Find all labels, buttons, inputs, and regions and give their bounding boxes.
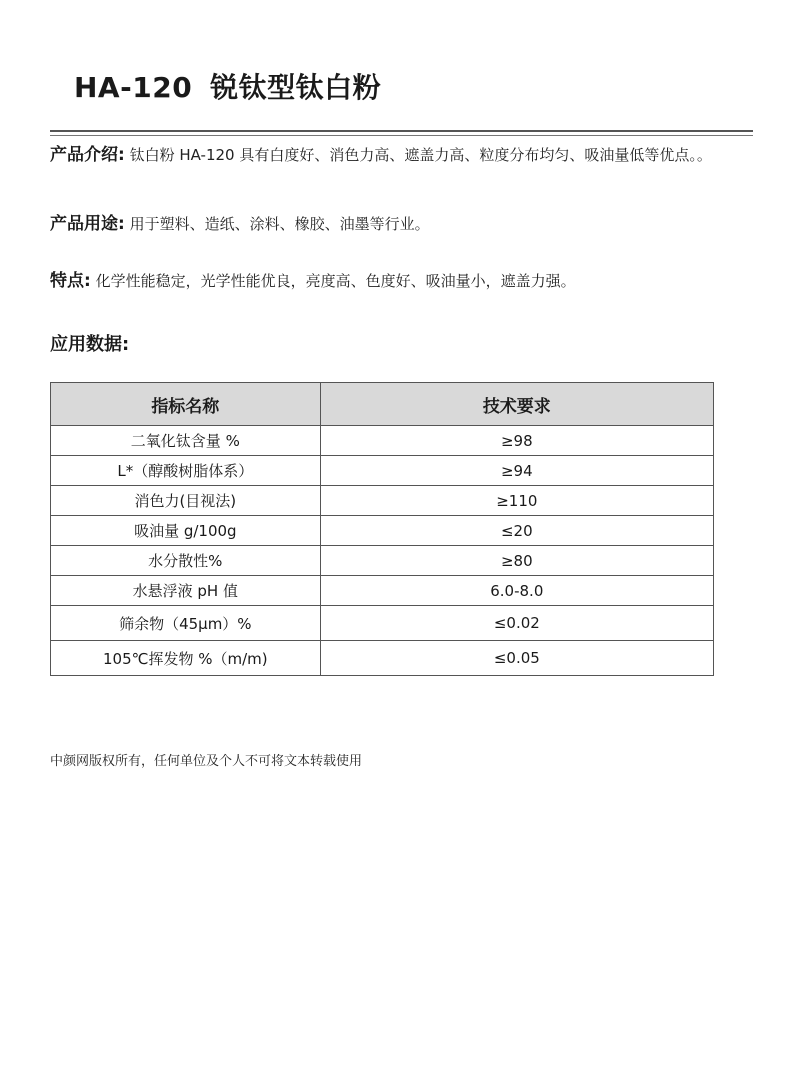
indicator-cell: 筛余物（45μm）% bbox=[51, 606, 321, 641]
table-row bbox=[51, 546, 714, 576]
column-header-requirement: 技术要求 bbox=[320, 383, 713, 426]
indicator-cell: 消色力(目视法) bbox=[51, 486, 321, 516]
product-usage-label: 产品用途: bbox=[50, 214, 125, 234]
product-usage-text: 用于塑料、造纸、涂料、橡胶、油墨等行业。 bbox=[124, 215, 430, 233]
product-features bbox=[50, 268, 750, 295]
table-header-row bbox=[51, 383, 714, 426]
spec-table bbox=[50, 382, 714, 676]
table-row bbox=[51, 576, 714, 606]
table-row bbox=[51, 456, 714, 486]
product-code: HA-120 bbox=[74, 71, 193, 104]
indicator-cell: 吸油量 g/100g bbox=[51, 516, 321, 546]
product-usage bbox=[50, 211, 750, 238]
application-data-title: 应用数据: bbox=[50, 334, 130, 355]
product-features-label: 特点: bbox=[50, 271, 91, 291]
table-row bbox=[51, 606, 714, 641]
product-name: 锐钛型钛白粉 bbox=[210, 71, 382, 104]
table-row bbox=[51, 516, 714, 546]
copyright-notice: 中颜网版权所有，任何单位及个人不可将文本转载使用 bbox=[50, 754, 363, 769]
requirement-cell: ≥98 bbox=[320, 426, 713, 456]
indicator-cell: 水分散性% bbox=[51, 546, 321, 576]
indicator-cell: 105℃挥发物 %（m/m) bbox=[51, 641, 321, 676]
indicator-cell: 二氧化钛含量 % bbox=[51, 426, 321, 456]
header-divider bbox=[50, 130, 753, 132]
requirement-cell: 6.0-8.0 bbox=[320, 576, 713, 606]
product-intro bbox=[50, 142, 750, 169]
requirement-cell: ≥110 bbox=[320, 486, 713, 516]
requirement-cell: ≤20 bbox=[320, 516, 713, 546]
column-header-indicator: 指标名称 bbox=[51, 383, 321, 426]
page-title bbox=[74, 66, 381, 106]
indicator-cell: 水悬浮液 pH 值 bbox=[51, 576, 321, 606]
table-row bbox=[51, 426, 714, 456]
product-intro-label: 产品介绍: bbox=[50, 145, 125, 165]
indicator-cell: L*（醇酸树脂体系） bbox=[51, 456, 321, 486]
product-features-text: 化学性能稳定，光学性能优良，亮度高、色度好、吸油量小，遮盖力强。 bbox=[90, 272, 576, 290]
requirement-cell: ≤0.02 bbox=[320, 606, 713, 641]
header-divider-thin bbox=[50, 135, 753, 136]
requirement-cell: ≥94 bbox=[320, 456, 713, 486]
requirement-cell: ≤0.05 bbox=[320, 641, 713, 676]
table-row bbox=[51, 486, 714, 516]
product-intro-text: 钛白粉 HA-120 具有白度好、消色力高、遮盖力高、粒度分布均匀、吸油量低等优点。。 bbox=[124, 146, 712, 164]
table-row bbox=[51, 641, 714, 676]
requirement-cell: ≥80 bbox=[320, 546, 713, 576]
